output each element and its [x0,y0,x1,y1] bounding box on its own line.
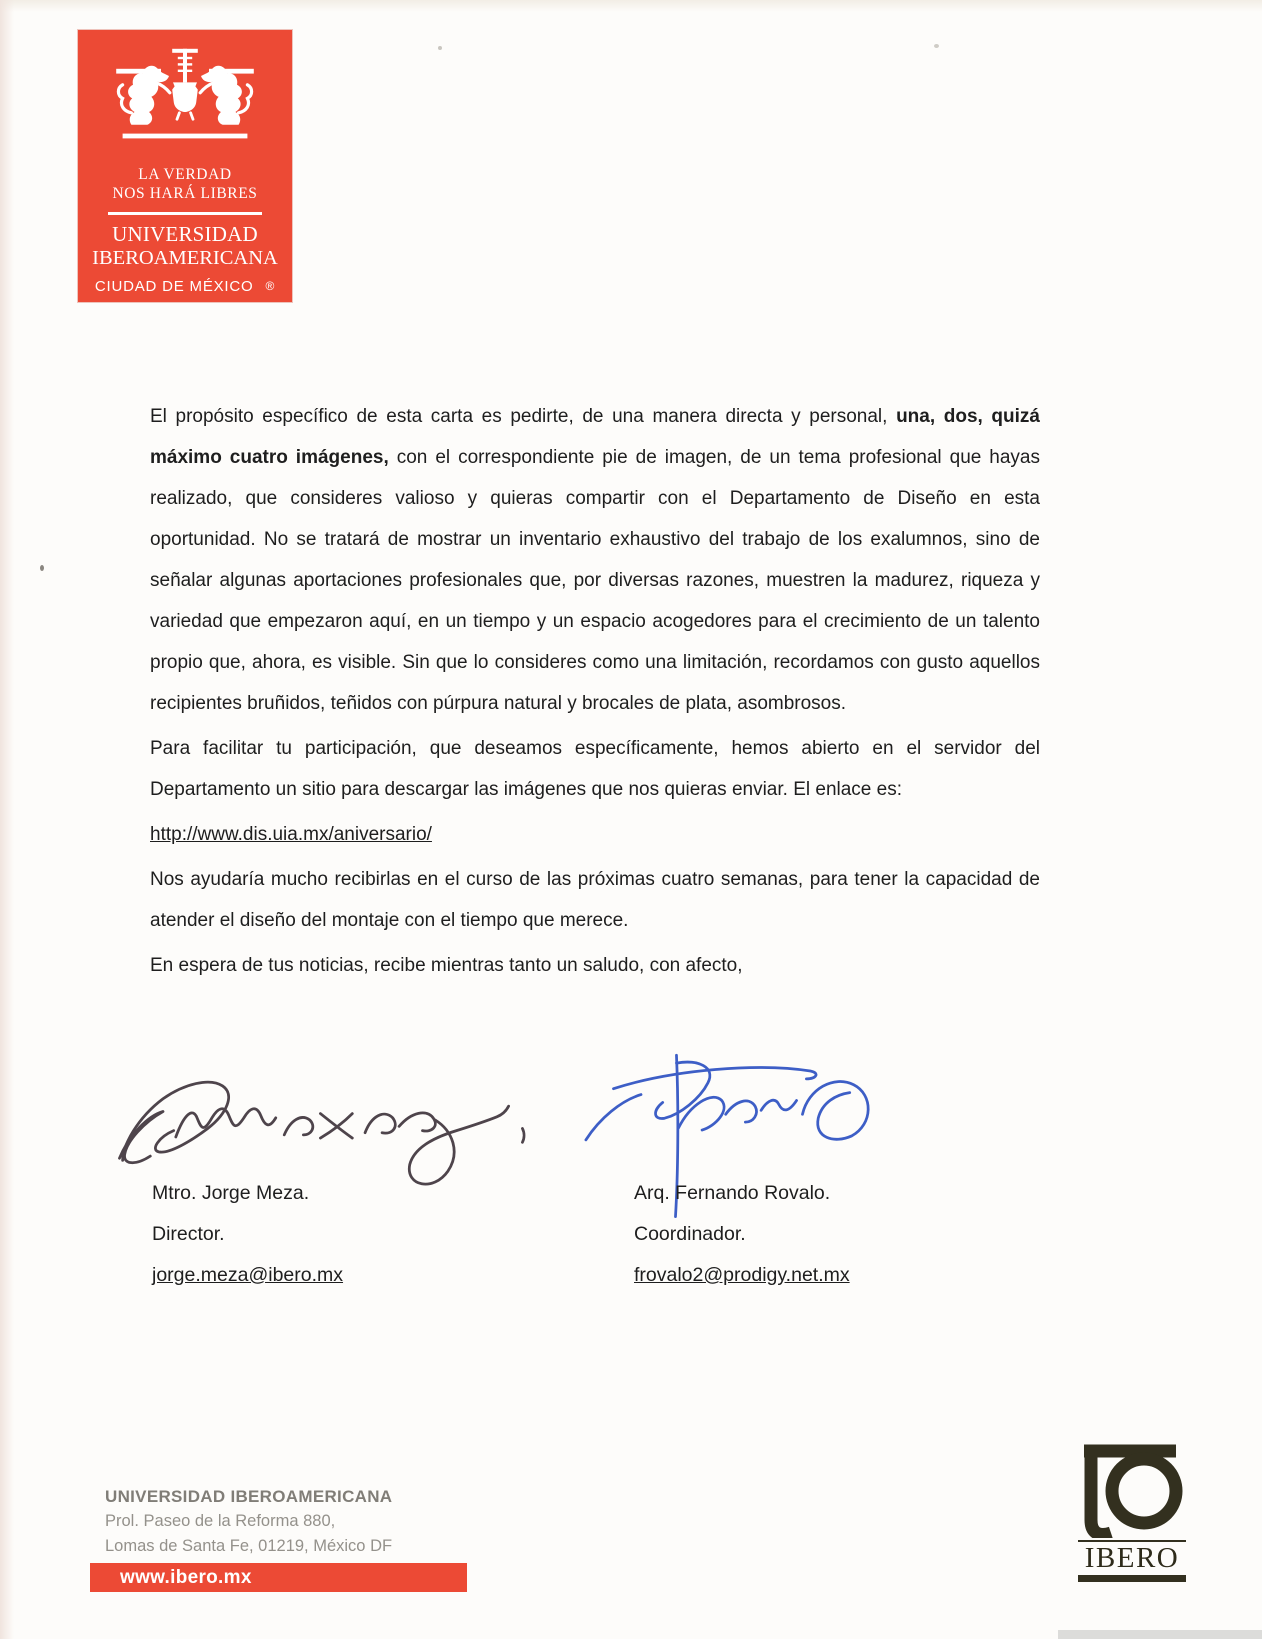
paragraph-1-bold-text: una, dos, quizá máximo cuatro imágenes, [150,406,1040,468]
signatory-email-link[interactable]: frovalo2@prodigy.net.mx [634,1264,850,1286]
footer-address-block [105,1484,392,1559]
ibero-wordmark: IBERO [1078,1540,1186,1582]
signatory-title: Director. [152,1223,225,1245]
logo-divider [108,212,262,215]
website-bar[interactable]: www.ibero.mx [90,1563,467,1592]
signatory-left [152,1182,343,1305]
university-name-line-2: IBEROAMERICANA [92,246,278,269]
university-name-line-1: UNIVERSIDAD [112,221,258,246]
footer-address-line-2: Lomas de Santa Fe, 01219, México DF [105,1537,393,1555]
signatory-name: Arq. Fernando Rovalo. [634,1182,831,1204]
letter-body [150,396,1040,990]
signatory-name: Mtro. Jorge Meza. [152,1182,310,1204]
signatory-title: Coordinador. [634,1223,746,1245]
paragraph-4: En espera de tus noticias, recibe mientras tanto un saludo, con afecto, [150,955,743,976]
paragraph-2: Para facilitar tu participación, que deseamos específicamente, hemos abierto en el servidor del Departamento un sitio para descargar las imágenes que nos quieras enviar. El enlace es: [150,738,1040,800]
signatory-right [634,1182,850,1305]
signatory-email-link[interactable]: jorge.meza@ibero.mx [152,1264,344,1286]
campus-name: CIUDAD DE MÉXICO [94,277,254,295]
motto-line-2: NOS HARÁ LIBRES [112,185,258,202]
paragraph-1-text: El propósito específico de esta carta es pedirte, de una manera directa y personal, [150,406,897,427]
campus-line [78,278,292,295]
footer-address-line-1: Prol. Paseo de la Reforma 880, [105,1512,336,1530]
scan-speck [934,44,939,48]
scanner-edge-artifact [1058,1630,1262,1639]
university-logo-block [78,30,292,302]
university-motto [78,165,292,203]
paragraph-1 [150,396,1040,724]
motto-line-1: LA VERDAD [138,166,232,183]
ibero-70-monogram-icon [1080,1434,1186,1538]
download-link-line [150,814,1040,855]
scan-speck [40,565,44,571]
university-crest-icon [105,44,265,160]
download-site-link[interactable]: http://www.dis.uia.mx/aniversario/ [150,824,432,845]
footer-institution: UNIVERSIDAD IBEROAMERICANA [105,1487,393,1506]
paragraph-3: Nos ayudaría mucho recibirlas en el curso de las próximas cuatro semanas, para tener la capacidad de atender el diseño del montaje con el tiempo que merece. [150,869,1040,931]
university-name [78,222,292,270]
paragraph-1-text-cont: con el correspondiente pie de imagen, de un tema profesional que hayas realizado, que consideres valioso y quieras compartir con el Departamento de Diseño en esta oportunidad. No se tratará de mostrar un inventario exhaustivo del trabajo de los exalumnos, sino de señalar algunas aportaciones profesionales que, por diversas razones, muestren la madurez, riqueza y variedad que empezaron aquí, en un tiempo y un espacio acogedores para el crecimiento de un talento propio que, ahora, es visible. Sin que lo consideres como una limitación, recordamos con gusto aquellos recipientes bruñidos, teñidos con púrpura natural y brocales de plata, asombrosos. [150,447,1040,714]
scan-speck [438,46,442,50]
registered-trademark-symbol: ® [265,278,276,293]
